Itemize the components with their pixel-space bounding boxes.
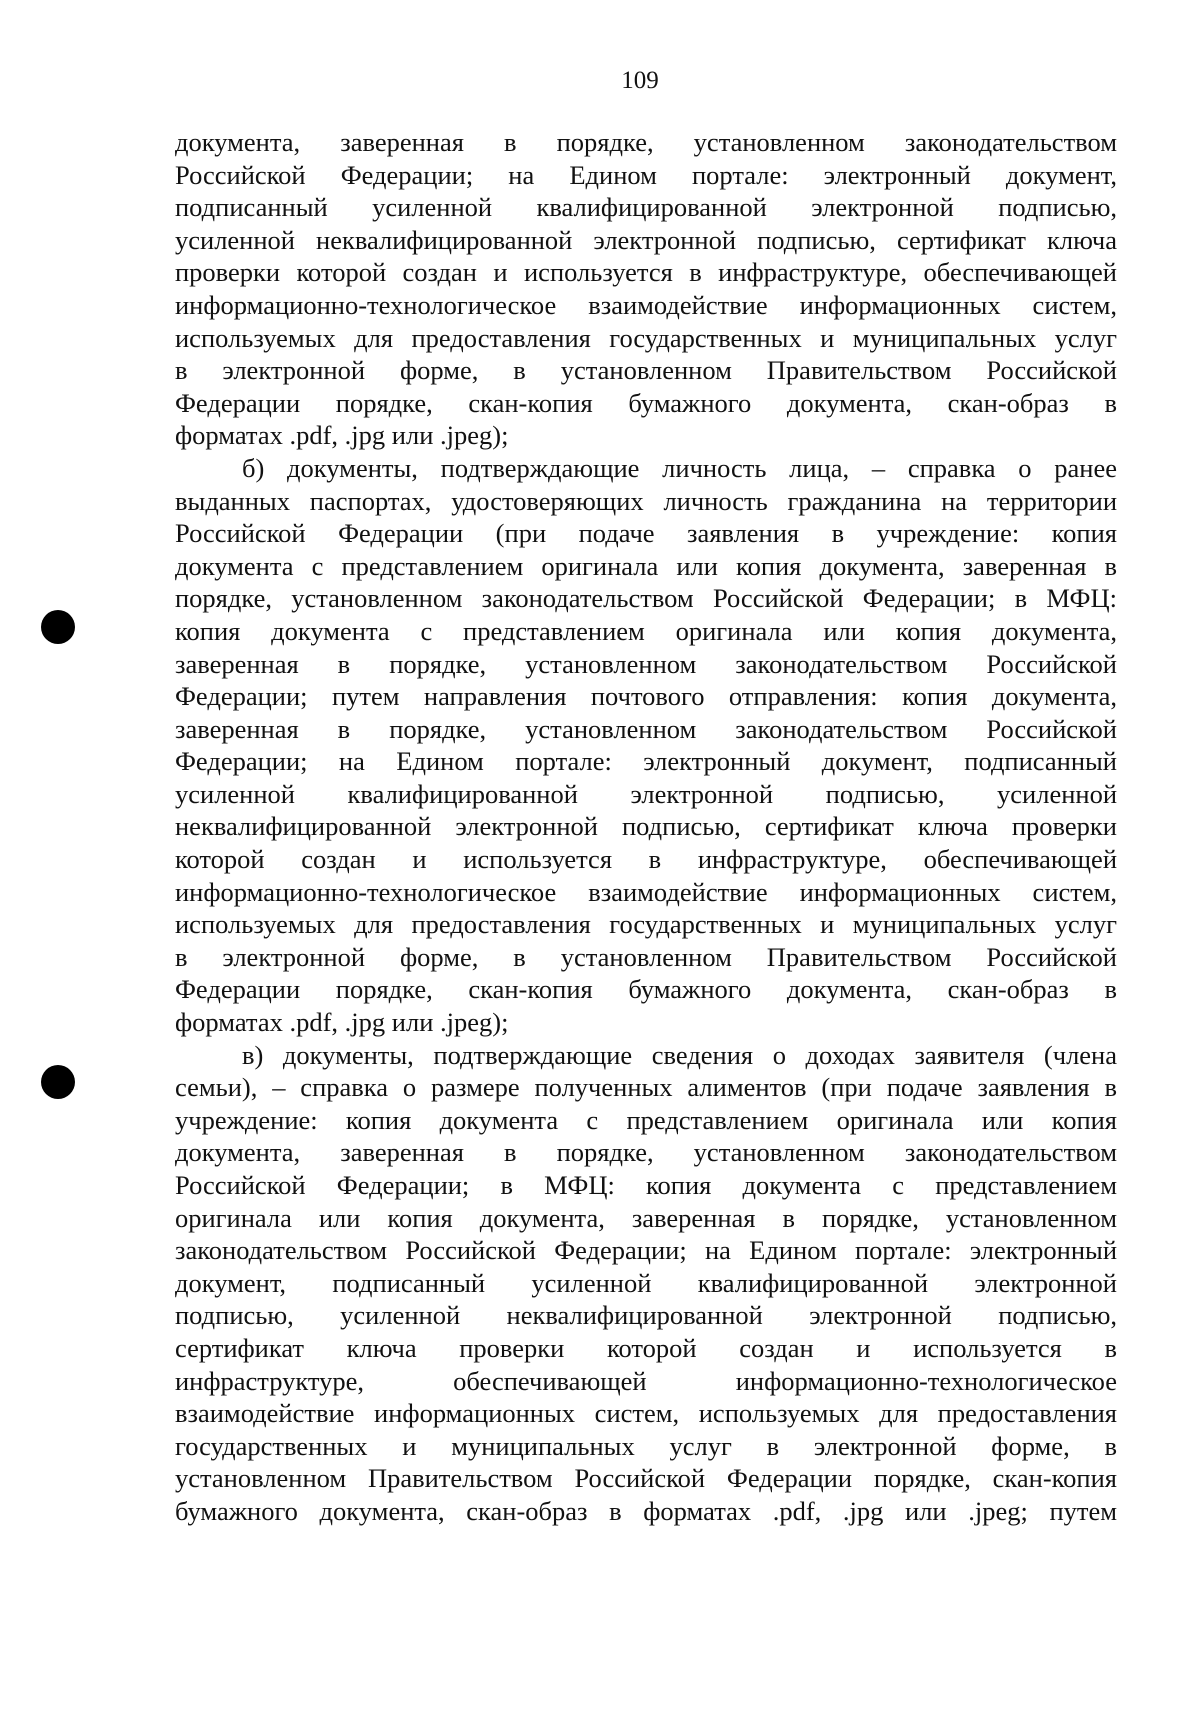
text-line: копия документа с представлением оригинала или копия документа,: [175, 615, 1117, 646]
text-line: усиленной квалифицированной электронной подписью, усиленной: [175, 778, 1117, 809]
text-line: Федерации порядке, скан-копия бумажного документа, скан-образ в: [175, 387, 1117, 418]
text-line: документа, заверенная в порядке, установленном законодательством: [175, 1137, 1117, 1168]
text-line: оригинала или копия документа, заверенная в порядке, установленном: [175, 1202, 1117, 1233]
text-line: в электронной форме, в установленном Правительством Российской: [175, 941, 1117, 972]
text-line: сертификат ключа проверки которой создан и используется в: [175, 1332, 1117, 1363]
punch-hole-mark: [41, 610, 75, 644]
text-line: информационно-технологическое взаимодействие информационных систем,: [175, 876, 1117, 907]
text-line: документа с представлением оригинала или копия документа, заверенная в: [175, 550, 1117, 581]
text-line: проверки которой создан и используется в инфраструктуре, обеспечивающей: [175, 257, 1117, 288]
punch-hole-mark: [41, 1065, 75, 1099]
text-line: законодательством Российской Федерации; на Едином портале: электронный: [175, 1235, 1117, 1266]
text-line: Федерации порядке, скан-копия бумажного документа, скан-образ в: [175, 974, 1117, 1005]
text-line: которой создан и используется в инфраструктуре, обеспечивающей: [175, 844, 1117, 875]
paragraph: [175, 126, 1117, 452]
text-line: в) документы, подтверждающие сведения о доходах заявителя (члена: [242, 1039, 1117, 1070]
text-line: подписанный усиленной квалифицированной электронной подписью,: [175, 192, 1117, 223]
text-line: бумажного документа, скан-образ в форматах .pdf, .jpg или .jpeg; путем: [175, 1495, 1117, 1526]
text-line: взаимодействие информационных систем, используемых для предоставления: [175, 1398, 1117, 1429]
text-line: неквалифицированной электронной подписью, сертификат ключа проверки: [175, 811, 1117, 842]
text-line: выданных паспортах, удостоверяющих личность гражданина на территории: [175, 485, 1117, 516]
document-body: [175, 126, 1117, 1528]
text-line: используемых для предоставления государственных и муниципальных услуг: [175, 909, 1117, 940]
text-line: документ, подписанный усиленной квалифицированной электронной: [175, 1267, 1117, 1298]
text-line: Российской Федерации; в МФЦ: копия документа с представлением: [175, 1170, 1117, 1200]
text-line: б) документы, подтверждающие личность лица, – справка о ранее: [242, 452, 1117, 483]
page-number: 109: [621, 67, 659, 94]
text-line: в электронной форме, в установленном Правительством Российской: [175, 355, 1117, 386]
text-line: государственных и муниципальных услуг в электронной форме, в: [175, 1430, 1117, 1461]
paragraph: [175, 452, 1117, 1039]
text-line: порядке, установленном законодательством Российской Федерации; в МФЦ:: [175, 583, 1117, 614]
text-line: установленном Правительством Российской Федерации порядке, скан-копия: [175, 1463, 1117, 1494]
text-line: Российской Федерации; на Едином портале: электронный документ,: [175, 159, 1117, 190]
text-line: форматах .pdf, .jpg или .jpeg);: [175, 1007, 509, 1038]
text-line: используемых для предоставления государственных и муниципальных услуг: [175, 322, 1117, 353]
text-line: заверенная в порядке, установленном законодательством Российской: [175, 713, 1117, 744]
text-line: заверенная в порядке, установленном законодательством Российской: [175, 648, 1117, 679]
text-line: Российской Федерации (при подаче заявления в учреждение: копия: [175, 518, 1117, 549]
text-line: подписью, усиленной неквалифицированной электронной подписью,: [175, 1300, 1117, 1331]
text-line: семьи), – справка о размере полученных алиментов (при подаче заявления в: [175, 1072, 1117, 1103]
text-line: усиленной неквалифицированной электронной подписью, сертификат ключа: [175, 224, 1117, 255]
text-line: информационно-технологическое взаимодействие информационных систем,: [175, 289, 1117, 320]
text-line: документа, заверенная в порядке, установленном законодательством: [175, 127, 1117, 157]
text-line: форматах .pdf, .jpg или .jpeg);: [175, 420, 509, 451]
text-line: учреждение: копия документа с представлением оригинала или копия: [175, 1104, 1117, 1135]
text-line: инфраструктуре, обеспечивающей информационно-технологическое: [175, 1365, 1117, 1396]
text-line: Федерации; путем направления почтового отправления: копия документа,: [175, 681, 1117, 712]
paragraph: [175, 1039, 1117, 1528]
text-line: Федерации; на Едином портале: электронный документ, подписанный: [175, 746, 1117, 777]
